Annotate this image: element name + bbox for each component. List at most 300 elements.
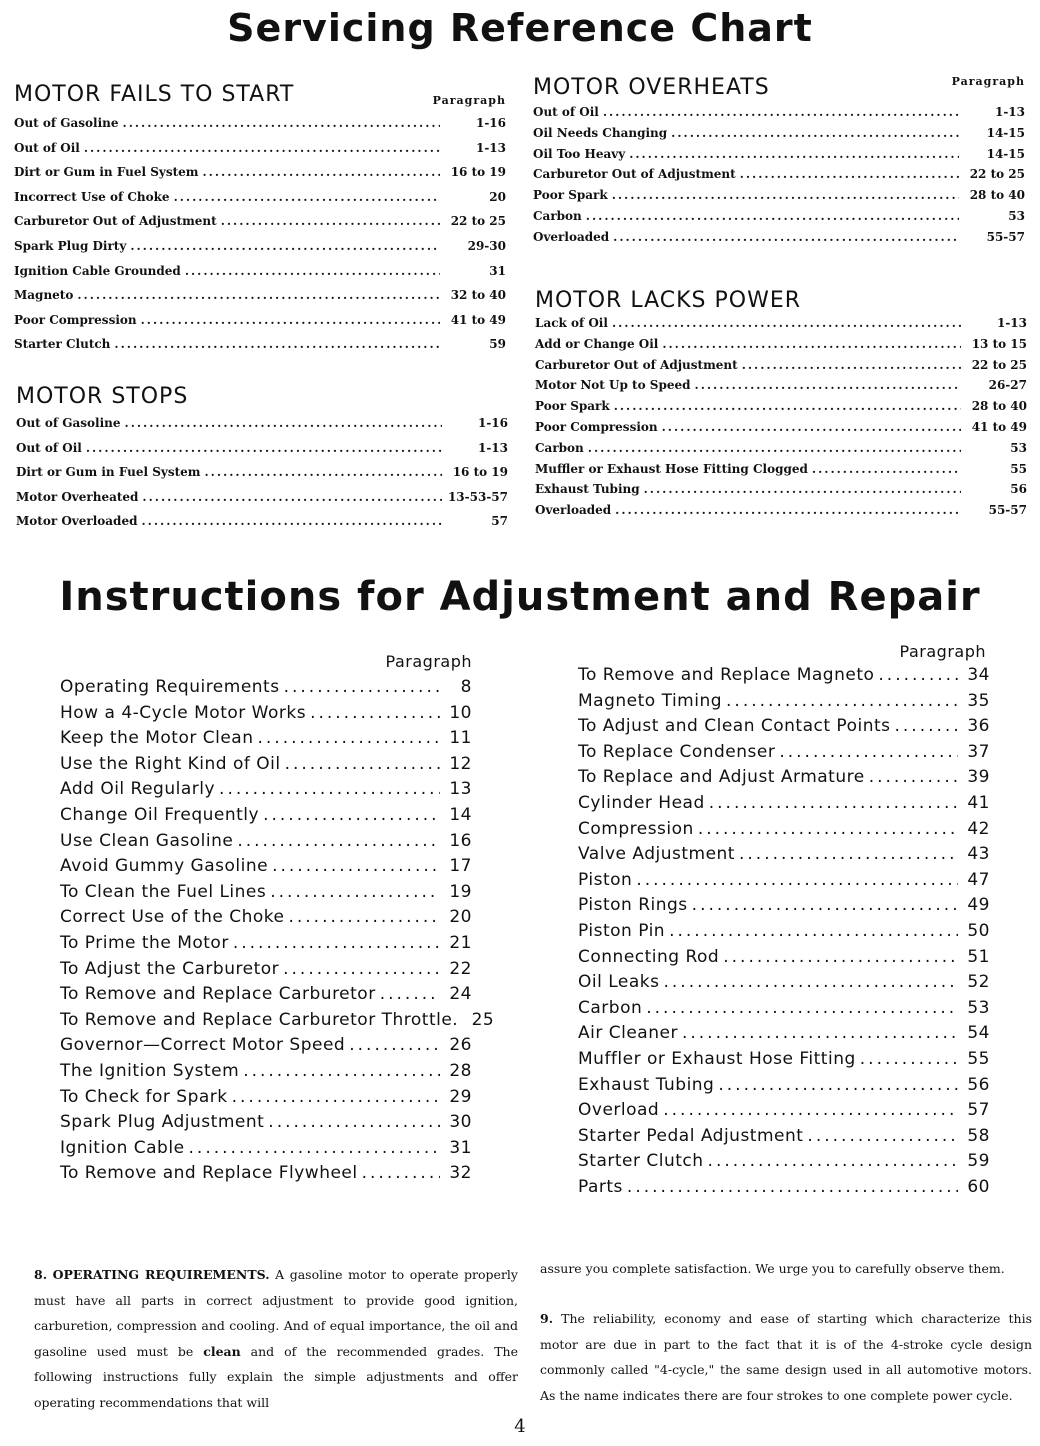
item-label: Oil Needs Changing (533, 125, 668, 140)
section-heading: MOTOR FAILS TO START (14, 82, 295, 107)
list-item (578, 663, 990, 689)
list-item (578, 740, 990, 766)
list-item (578, 945, 990, 971)
dot-leader (125, 411, 442, 436)
paragraph-label: Paragraph (432, 94, 506, 107)
list-item (60, 726, 472, 752)
dot-leader (718, 1073, 958, 1099)
dot-leader (612, 185, 959, 206)
item-label: Lack of Oil (535, 316, 608, 330)
list-item (14, 111, 506, 136)
dot-leader (77, 283, 440, 308)
list-item (533, 185, 1025, 206)
item-label: Governor—Correct Motor Speed (60, 1035, 346, 1056)
paragraph-8-heading: OPERATING REQUIREMENTS. (52, 1267, 270, 1282)
item-label: Piston Rings (578, 895, 688, 916)
item-label: Ignition Cable (60, 1137, 185, 1158)
paragraph-ref: 49 (967, 895, 990, 916)
paragraph-ref: 39 (967, 767, 990, 788)
dot-leader (698, 817, 958, 843)
paragraph-ref: 20 (489, 189, 506, 204)
dot-leader (588, 438, 961, 459)
paragraph-ref: 59 (489, 337, 506, 352)
item-label: Dirt or Gum in Fuel System (16, 465, 201, 480)
item-label: To Remove and Replace Carburetor (60, 984, 376, 1005)
paragraph-label: Paragraph (951, 75, 1025, 88)
paragraph-ref: 41 (967, 792, 990, 813)
dot-leader (263, 803, 440, 829)
paragraph-ref: 43 (967, 844, 990, 865)
item-label: Parts (578, 1176, 623, 1197)
item-label: Out of Oil (16, 440, 82, 455)
paragraph-ref: 35 (967, 690, 990, 711)
paragraph-ref: 1-16 (477, 416, 508, 430)
item-label: To Adjust the Carburetor (60, 958, 280, 979)
list-item (535, 417, 1027, 438)
list-item (535, 438, 1027, 459)
dot-leader (586, 206, 959, 227)
list-item (578, 689, 990, 715)
list-item (16, 460, 508, 485)
item-label: Correct Use of the Choke (60, 907, 285, 928)
list-item (578, 842, 990, 868)
dot-leader (258, 726, 441, 752)
dot-leader (114, 332, 440, 357)
item-label: Ignition Cable Grounded (14, 263, 181, 278)
list-item (60, 880, 472, 906)
paragraph-ref: 53 (1010, 440, 1027, 455)
dot-leader (205, 460, 443, 485)
list-item (578, 919, 990, 945)
paragraph-ref: 53 (1008, 208, 1025, 223)
list-item (578, 868, 990, 894)
item-label: How a 4-Cycle Motor Works (60, 702, 307, 723)
paragraph-8-continuation: assure you complete satisfaction. We urge you to carefully observe them. (540, 1261, 1005, 1276)
paragraph-ref: 36 (967, 716, 990, 737)
paragraph-ref: 58 (967, 1125, 990, 1146)
list-item (60, 829, 472, 855)
item-label: To Remove and Replace Carburetor Throttle. (60, 1009, 459, 1030)
list-item (535, 500, 1027, 521)
dot-leader (692, 893, 958, 919)
dot-leader (636, 868, 958, 894)
dot-leader (123, 111, 440, 136)
item-label: Poor Compression (14, 312, 137, 327)
paragraph-ref: 60 (967, 1176, 990, 1197)
section-overheats (533, 75, 1025, 248)
section-heading: MOTOR STOPS (16, 384, 189, 409)
paragraph-ref: 50 (967, 920, 990, 941)
paragraph-ref: 24 (449, 984, 472, 1005)
dot-leader (726, 689, 958, 715)
item-label: Out of Oil (533, 105, 599, 119)
item-label: To Prime the Motor (60, 932, 229, 953)
paragraph-ref: 28 to 40 (969, 188, 1025, 203)
dot-leader (285, 752, 440, 778)
dot-leader (709, 791, 958, 817)
item-label: Poor Spark (533, 188, 608, 203)
list-item (60, 982, 472, 1008)
item-label: Magneto (14, 288, 74, 303)
item-label: Spark Plug Adjustment (60, 1112, 265, 1133)
dot-leader (221, 209, 440, 234)
item-label: Incorrect Use of Choke (14, 189, 170, 204)
paragraph-ref: 1-16 (475, 116, 506, 130)
list-item (578, 1021, 990, 1047)
item-label: Operating Requirements (60, 677, 280, 697)
dot-leader (243, 1059, 440, 1085)
item-label: Avoid Gummy Gasoline (60, 856, 269, 877)
dot-leader (860, 1047, 958, 1073)
paragraph-ref: 14 (449, 804, 472, 825)
item-label: Overloaded (533, 229, 610, 244)
item-label: To Remove and Replace Flywheel (60, 1163, 358, 1184)
paragraph-label: Paragraph (899, 642, 986, 661)
paragraph-ref: 54 (967, 1023, 990, 1044)
list-item (60, 1033, 472, 1059)
paragraph-ref: 13 to 15 (971, 336, 1027, 351)
item-label: Carbon (578, 997, 643, 1018)
dot-leader (662, 334, 961, 355)
dot-leader (380, 982, 440, 1008)
paragraph-ref: 17 (449, 856, 472, 877)
list-item (14, 160, 506, 185)
list-item (535, 355, 1027, 376)
list-item (578, 1175, 990, 1201)
list-item (535, 334, 1027, 355)
servicing-chart-title: Servicing Reference Chart (227, 6, 813, 50)
paragraph-ref: 30 (449, 1112, 472, 1133)
dot-leader (86, 436, 442, 461)
paragraph-8: 8. OPERATING REQUIREMENTS. A gasoline motor to operate properly must have all parts in correct adjustment to provide good ignition, carburetion, compression and cooling. And of equal importance, the oil and gasoline used must be clean and of the recommended grades. The following instructions fully explain the simple adjustments and offer operating recommendations that will (34, 1267, 518, 1410)
list-item (60, 1085, 472, 1111)
dot-leader (812, 459, 961, 480)
dot-leader (84, 136, 440, 161)
list-item (578, 1047, 990, 1073)
paragraph-ref: 28 (449, 1060, 472, 1081)
list-item (60, 752, 472, 778)
dot-leader (878, 663, 958, 689)
dot-leader (310, 701, 440, 727)
list-item (578, 1124, 990, 1150)
item-label: Carbon (535, 440, 584, 455)
dot-leader (141, 308, 440, 333)
item-label: Motor Not Up to Speed (535, 378, 691, 393)
list-item (14, 209, 506, 234)
item-label: To Check for Spark (60, 1086, 228, 1107)
list-item (578, 1073, 990, 1099)
list-item (535, 375, 1027, 396)
dot-leader (779, 740, 958, 766)
dot-leader (612, 313, 961, 334)
paragraph-ref: 34 (967, 665, 990, 685)
item-label: Motor Overheated (16, 489, 139, 504)
item-label: Carburetor Out of Adjustment (14, 214, 217, 229)
dot-leader (695, 375, 961, 396)
item-label: Out of Oil (14, 140, 80, 155)
dot-leader (615, 500, 961, 521)
paragraph-ref: 16 to 19 (452, 465, 508, 480)
paragraph-ref: 56 (1010, 482, 1027, 497)
list-item (60, 675, 472, 701)
dot-leader (219, 777, 440, 803)
item-label: Poor Spark (535, 399, 610, 414)
item-label: Compression (578, 818, 694, 839)
list-item (60, 777, 472, 803)
list-item (16, 411, 508, 436)
paragraph-ref: 32 to 40 (450, 288, 506, 303)
item-label: To Replace and Adjust Armature (578, 767, 865, 788)
item-label: To Adjust and Clean Contact Points (578, 716, 891, 737)
paragraph-9: 9. The reliability, economy and ease of starting which characterize this motor are due in part to the fact that it is of the 4-stroke cycle design commonly called "4-cycle," the same design used in all automotive motors. As the name indicates there are four strokes to one complete power cycle. (540, 1311, 1032, 1403)
item-label: To Remove and Replace Magneto (578, 665, 875, 685)
dot-leader (349, 1033, 440, 1059)
item-label: Exhaust Tubing (535, 482, 640, 497)
item-label: Oil Leaks (578, 972, 660, 993)
list-item (60, 1008, 495, 1034)
dot-leader (272, 854, 440, 880)
dot-leader (663, 1098, 958, 1124)
item-label: Add Oil Regularly (60, 779, 216, 800)
paragraph-ref: 51 (967, 946, 990, 967)
list-item (60, 957, 472, 983)
dot-leader (237, 829, 440, 855)
dot-leader (646, 996, 958, 1022)
dot-leader (284, 675, 440, 701)
paragraph-ref: 42 (967, 818, 990, 839)
list-item (14, 332, 506, 357)
paragraph-ref: 1-13 (477, 440, 508, 455)
list-item (14, 283, 506, 308)
paragraph-ref: 22 to 25 (969, 167, 1025, 182)
paragraph-ref: 26 (449, 1035, 472, 1056)
list-item (60, 905, 472, 931)
paragraph-ref: 19 (449, 881, 472, 902)
paragraph-ref: 22 to 25 (971, 357, 1027, 372)
list-item (578, 970, 990, 996)
dot-leader (141, 509, 442, 534)
item-label: Use the Right Kind of Oil (60, 753, 281, 774)
dot-leader (283, 957, 440, 983)
paragraph-ref: 14-15 (986, 125, 1025, 140)
paragraph-ref: 32 (449, 1163, 472, 1184)
dot-leader (142, 485, 442, 510)
paragraph-ref: 55 (967, 1048, 990, 1069)
paragraph-ref: 8 (460, 677, 472, 697)
paragraph-ref: 14-15 (986, 146, 1025, 161)
dot-leader (627, 1175, 958, 1201)
section-heading: MOTOR OVERHEATS (533, 75, 770, 100)
dot-leader (185, 259, 440, 284)
paragraph-ref: 47 (967, 869, 990, 890)
paragraph-ref: 55-57 (988, 503, 1027, 518)
list-item (535, 396, 1027, 417)
list-item (578, 893, 990, 919)
paragraph-ref: 56 (967, 1074, 990, 1095)
section-motor-stops (16, 384, 508, 534)
section-lacks-power (535, 288, 1027, 521)
paragraph-ref: 52 (967, 972, 990, 993)
item-label: Keep the Motor Clean (60, 728, 254, 749)
list-item (14, 234, 506, 259)
item-label: Change Oil Frequently (60, 804, 260, 825)
dot-leader (895, 714, 959, 740)
list-item (60, 931, 472, 957)
instructions-left (60, 652, 495, 1187)
paragraph-ref: 57 (967, 1100, 990, 1121)
dot-leader (807, 1124, 958, 1150)
paragraph-ref: 22 (449, 958, 472, 979)
list-item (533, 164, 1025, 185)
list-item (60, 854, 472, 880)
dot-leader (663, 970, 958, 996)
dot-leader (268, 1110, 440, 1136)
list-item (578, 817, 990, 843)
instructions-title: Instructions for Adjustment and Repair (59, 574, 981, 620)
list-item (578, 996, 990, 1022)
list-item (16, 436, 508, 461)
item-label: Oil Too Heavy (533, 146, 626, 161)
list-item (60, 1136, 472, 1162)
instructions-right (578, 642, 990, 1200)
dot-leader (203, 160, 441, 185)
list-item (535, 459, 1027, 480)
item-label: Air Cleaner (578, 1023, 678, 1044)
dot-leader (723, 945, 958, 971)
paragraph-ref: 16 to 19 (450, 165, 506, 180)
list-item (533, 144, 1025, 165)
list-item (578, 1149, 990, 1175)
item-label: Starter Pedal Adjustment (578, 1125, 804, 1146)
paragraph-ref: 1-13 (994, 105, 1025, 119)
list-item (535, 313, 1027, 334)
dot-leader (232, 1085, 440, 1111)
paragraph-ref: 13-53-57 (447, 489, 508, 504)
dot-leader (288, 905, 440, 931)
paragraph-ref: 37 (967, 741, 990, 762)
paragraph-ref: 29 (449, 1086, 472, 1107)
dot-leader (869, 765, 958, 791)
paragraph-ref: 21 (449, 932, 472, 953)
list-item (14, 136, 506, 161)
item-label: Poor Compression (535, 419, 658, 434)
paragraph-ref: 11 (449, 728, 472, 749)
dot-leader (614, 396, 961, 417)
dot-leader (613, 227, 959, 248)
paragraph-ref: 55 (1010, 461, 1027, 476)
item-label: Connecting Rod (578, 946, 720, 967)
item-label: Overloaded (535, 503, 612, 518)
list-item (14, 185, 506, 210)
paragraph-ref: 13 (449, 779, 472, 800)
list-item (60, 1161, 472, 1187)
list-item (16, 485, 508, 510)
list-item (578, 714, 990, 740)
item-label: Carbon (533, 208, 582, 223)
paragraph-ref: 25 (471, 1009, 495, 1030)
list-item (535, 479, 1027, 500)
paragraph-ref: 57 (491, 514, 508, 529)
item-label: Cylinder Head (578, 792, 705, 813)
dot-leader (174, 185, 440, 210)
item-label: Dirt or Gum in Fuel System (14, 165, 199, 180)
paragraph-ref: 1-13 (475, 140, 506, 155)
paragraph-ref: 22 to 25 (450, 214, 506, 229)
list-item (533, 102, 1025, 123)
list-item (14, 259, 506, 284)
paragraph-ref: 53 (967, 997, 990, 1018)
paragraph-label: Paragraph (385, 652, 472, 671)
list-item (578, 791, 990, 817)
dot-leader (739, 842, 958, 868)
list-item (60, 1110, 472, 1136)
item-label: Valve Adjustment (578, 844, 735, 865)
dot-leader (362, 1161, 440, 1187)
list-item (60, 1059, 472, 1085)
item-label: Use Clean Gasoline (60, 830, 234, 851)
dot-leader (189, 1136, 440, 1162)
paragraph-ref: 26-27 (988, 378, 1027, 393)
dot-leader (629, 144, 959, 165)
paragraph-ref: 28 to 40 (971, 399, 1027, 414)
dot-leader (662, 417, 961, 438)
dot-leader (671, 123, 959, 144)
item-label: To Replace Condenser (578, 741, 776, 762)
list-item (14, 308, 506, 333)
dot-leader (233, 931, 440, 957)
item-label: Piston Pin (578, 920, 666, 941)
list-item (16, 509, 508, 534)
dot-leader (682, 1021, 958, 1047)
item-label: Carburetor Out of Adjustment (533, 167, 736, 182)
paragraph-ref: 31 (449, 1137, 472, 1158)
item-label: Motor Overloaded (16, 514, 138, 529)
paragraph-ref: 31 (489, 263, 506, 278)
item-label: Exhaust Tubing (578, 1074, 715, 1095)
list-item (533, 123, 1025, 144)
dot-leader (740, 164, 959, 185)
item-label: Magneto Timing (578, 690, 723, 711)
page-number: 4 (514, 1416, 526, 1437)
item-label: To Clean the Fuel Lines (60, 881, 267, 902)
item-label: Overload (578, 1100, 660, 1121)
paragraph-ref: 41 to 49 (971, 419, 1027, 434)
dot-leader (130, 234, 440, 259)
list-item (533, 206, 1025, 227)
paragraph-ref: 59 (967, 1151, 990, 1172)
paragraph-ref: 1-13 (996, 316, 1027, 330)
dot-leader (644, 479, 961, 500)
item-label: Out of Gasoline (14, 116, 119, 130)
dot-leader (669, 919, 958, 945)
item-label: Piston (578, 869, 633, 890)
list-item (60, 803, 472, 829)
dot-leader (708, 1149, 958, 1175)
paragraph-ref: 29-30 (467, 238, 506, 253)
dot-leader (603, 102, 959, 123)
list-item (578, 1098, 990, 1124)
paragraph-ref: 41 to 49 (450, 312, 506, 327)
list-item (60, 701, 472, 727)
item-label: Carburetor Out of Adjustment (535, 357, 738, 372)
item-label: Add or Change Oil (535, 336, 659, 351)
paragraph-ref: 55-57 (986, 229, 1025, 244)
paragraph-ref: 10 (449, 702, 472, 723)
item-label: Muffler or Exhaust Hose Fitting (578, 1048, 856, 1069)
item-label: Starter Clutch (14, 337, 111, 352)
paragraph-ref: 20 (449, 907, 472, 928)
list-item (578, 765, 990, 791)
